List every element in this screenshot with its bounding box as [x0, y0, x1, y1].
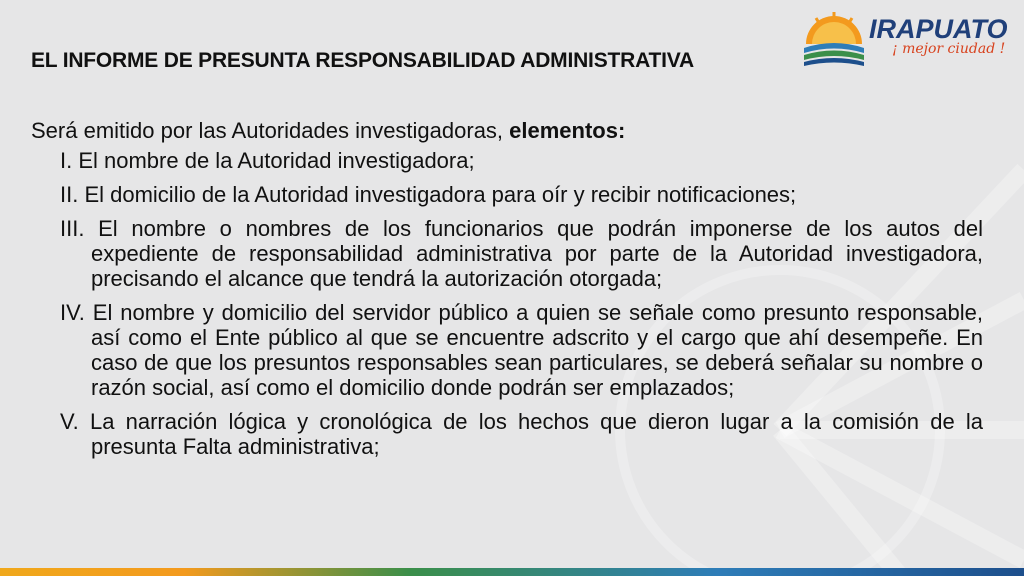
footer-bar — [0, 568, 1024, 576]
list-item: IV. El nombre y domicilio del servidor público a quien se señale como presunto responsable, así como el Ente público al que se encuentre adscrito y el cargo que ahí desempeñe. En caso de que los presuntos responsables sean particulares, se deberá señalar su nombre o razón social, así como el domicilio donde podrán ser emplazados; — [60, 300, 983, 400]
logo-name: IRAPUATO — [869, 14, 1008, 44]
page-title: EL INFORME DE PRESUNTA RESPONSABILIDAD ADMINISTRATIVA — [31, 49, 694, 72]
list-item: V. La narración lógica y cronológica de los hechos que dieron lugar a la comisión de la presunta Falta administrativa; — [60, 409, 983, 459]
logo-tagline: ¡ mejor ciudad ! — [892, 41, 1006, 57]
list-item: III. El nombre o nombres de los funcionarios que podrán imponerse de los autos del expediente de responsabilidad administrativa por parte de la Autoridad investigadora, precisando el alcance que tendrá la autorización otorgada; — [60, 216, 983, 291]
intro-text: Será emitido por las Autoridades investigadoras, — [31, 118, 510, 143]
list-item: II. El domicilio de la Autoridad investigadora para oír y recibir notificaciones; — [60, 182, 797, 207]
list-item: I. El nombre de la Autoridad investigadora; — [60, 148, 475, 173]
intro-line — [31, 117, 983, 145]
element-list — [60, 148, 983, 459]
intro-bold: elementos: — [509, 118, 626, 143]
slide-body — [31, 117, 983, 468]
